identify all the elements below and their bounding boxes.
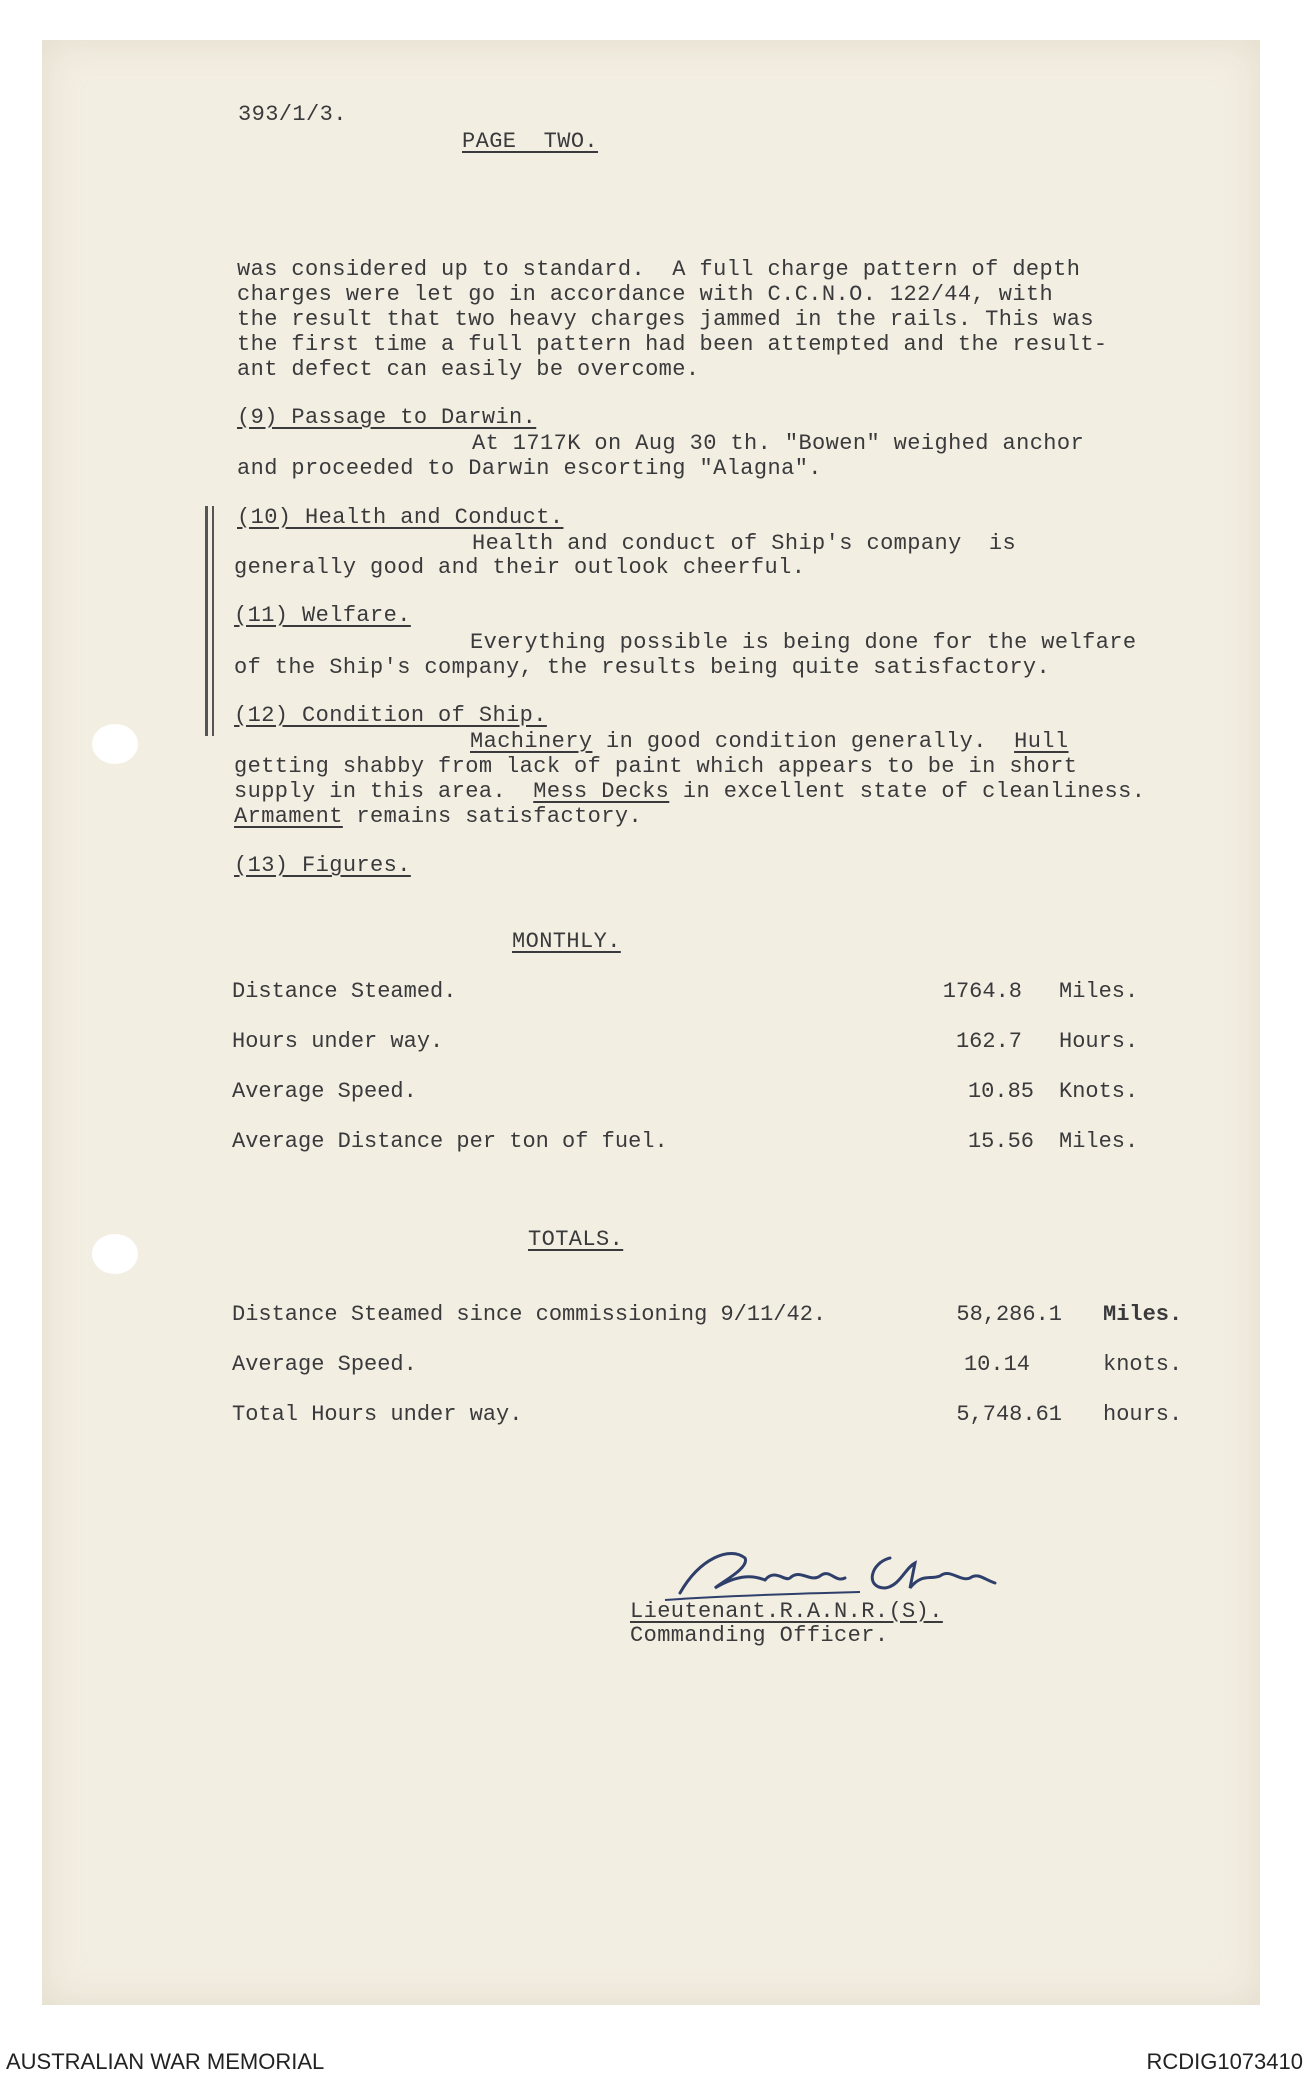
armament-label: Armament — [234, 804, 343, 829]
totals-row-value: 58,286.1 — [956, 1302, 1062, 1327]
monthly-row-label: Average Distance per ton of fuel. — [232, 1129, 668, 1154]
section-10-heading: (10) Health and Conduct. — [237, 505, 564, 530]
margin-mark-line — [212, 506, 214, 736]
section-12-text: supply in this area. — [234, 779, 534, 804]
totals-row-label: Average Speed. — [232, 1352, 417, 1377]
monthly-row-unit: Miles. — [1059, 1129, 1139, 1154]
section-10-line: generally good and their outlook cheerful. — [234, 555, 806, 580]
intro-line: charges were let go in accordance with C.C.N.O. 122/44, with — [237, 282, 1054, 307]
monthly-row-unit: Miles. — [1059, 979, 1139, 1004]
handwritten-signature — [660, 1538, 1010, 1608]
document-reference: 393/1/3. — [238, 102, 347, 127]
monthly-row-unit: Hours. — [1059, 1029, 1139, 1054]
section-12-text: in excellent state of cleanliness. — [669, 779, 1146, 804]
hull-label: Hull — [1014, 729, 1069, 754]
monthly-row-label: Average Speed. — [232, 1079, 417, 1104]
intro-line: ant defect can easily be overcome. — [237, 357, 700, 382]
section-10-line: Health and conduct of Ship's company is — [472, 531, 1017, 556]
monthly-row-value: 162.7 — [955, 1029, 1022, 1054]
monthly-row-value: 15.56 — [967, 1129, 1034, 1154]
punch-hole-lower — [92, 1234, 138, 1274]
intro-line: the first time a full pattern had been attempted and the result- — [237, 332, 1108, 357]
monthly-row-label: Hours under way. — [232, 1029, 444, 1054]
monthly-row-label: Distance Steamed. — [232, 979, 457, 1004]
section-11-line: Everything possible is being done for the welfare — [470, 630, 1137, 655]
monthly-row-value: 1764.8 — [942, 979, 1022, 1004]
totals-row-value: 10.14 — [963, 1352, 1030, 1377]
totals-row-unit: Miles. — [1103, 1302, 1183, 1327]
section-12-line — [234, 804, 642, 829]
section-13-heading: (13) Figures. — [234, 853, 411, 878]
section-11-line: of the Ship's company, the results being quite satisfactory. — [234, 655, 1051, 680]
section-12-line: getting shabby from lack of paint which appears to be in short — [234, 754, 1078, 779]
footer-institution: AUSTRALIAN WAR MEMORIAL — [6, 2049, 325, 2074]
totals-row-label: Total Hours under way. — [232, 1402, 523, 1427]
footer-reference: RCDIG1073410 — [1146, 2049, 1303, 2074]
section-9-heading: (9) Passage to Darwin. — [237, 405, 537, 430]
intro-line: was considered up to standard. A full charge pattern of depth — [237, 257, 1081, 282]
mess-decks-label: Mess Decks — [533, 779, 670, 804]
page-label: PAGE TWO. — [462, 129, 599, 154]
section-12-heading: (12) Condition of Ship. — [234, 703, 547, 728]
totals-row-value: 5,748.61 — [956, 1402, 1062, 1427]
totals-title: TOTALS. — [528, 1227, 624, 1252]
section-12-line — [470, 729, 1069, 754]
section-9-line: At 1717K on Aug 30 th. "Bowen" weighed anchor — [472, 431, 1085, 456]
section-9-line: and proceeded to Darwin escorting "Alagna". — [237, 456, 822, 481]
margin-mark-line — [205, 506, 208, 736]
intro-line: the result that two heavy charges jammed in the rails. This was — [237, 307, 1094, 332]
section-11-heading: (11) Welfare. — [234, 603, 411, 628]
monthly-row-unit: Knots. — [1059, 1079, 1139, 1104]
section-12-text: remains satisfactory. — [342, 804, 643, 829]
totals-row-unit: knots. — [1103, 1352, 1183, 1377]
punch-hole-upper — [92, 724, 138, 764]
section-12-line — [234, 779, 1145, 804]
signatory-rank: Lieutenant.R.A.N.R.(S). — [630, 1599, 943, 1624]
totals-row-unit: hours. — [1103, 1402, 1183, 1427]
signatory-role: Commanding Officer. — [630, 1623, 889, 1648]
machinery-label: Machinery — [470, 729, 593, 754]
monthly-title: MONTHLY. — [512, 929, 621, 954]
section-12-text: in good condition generally. — [592, 729, 1015, 754]
monthly-row-value: 10.85 — [967, 1079, 1034, 1104]
totals-row-label: Distance Steamed since commissioning 9/11/42. — [232, 1302, 827, 1327]
